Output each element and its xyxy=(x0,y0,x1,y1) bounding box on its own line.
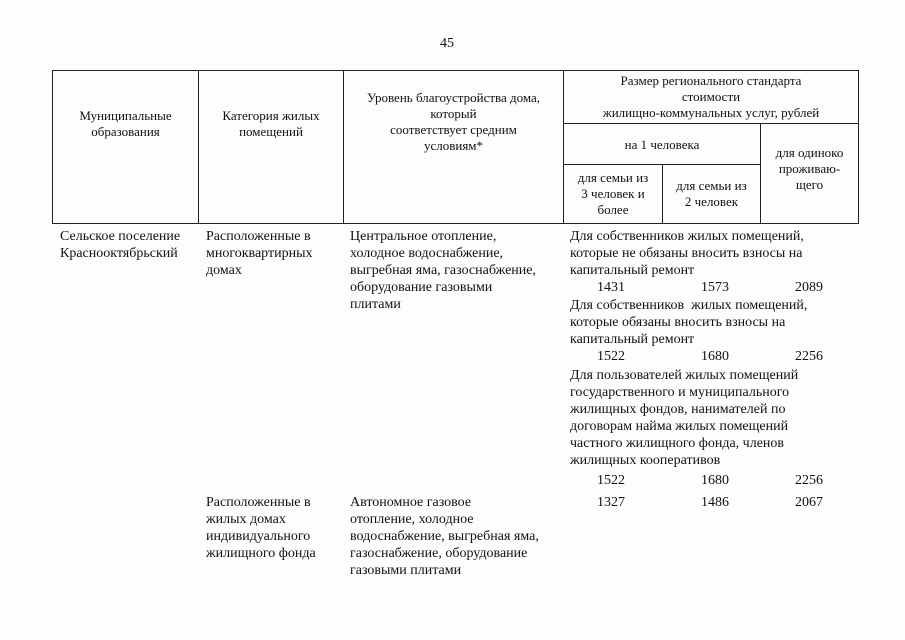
row2-category: Расположенные в жилых домах индивидуального жилищного фонда xyxy=(206,495,316,561)
group1-value-family2: 1573 xyxy=(701,280,729,295)
header-single: для одиноко проживаю- щего xyxy=(775,145,844,192)
table-top-border xyxy=(52,70,859,71)
header-bottom-border xyxy=(52,223,859,224)
header-level: Уровень благоустройства дома, который соответствует средним условиям* xyxy=(366,90,541,153)
page-number: 45 xyxy=(440,36,454,51)
group3-label: Для пользователей жилых помещений государственного и муниципального жилищных фондов, нанимателей по договорам найма жилых помещений частного жилищного фонда, членов жилищных кооперативов xyxy=(570,368,799,468)
header-standard: Размер регионального стандарта стоимости жилищно-коммунальных услуг, рублей xyxy=(602,73,820,120)
standard-subheader-line xyxy=(563,123,859,124)
header-category: Категория жилых помещений xyxy=(222,108,320,139)
group2-label: Для собственников жилых помещений, которые обязаны вносить взносы на капитальный ремонт xyxy=(570,298,808,347)
row2-value-family3: 1327 xyxy=(597,495,625,510)
group3-value-family2: 1680 xyxy=(701,473,729,488)
municipality-name: Сельское поселение Краснооктябрьский xyxy=(60,229,181,261)
group2-value-single: 2256 xyxy=(795,349,823,364)
row1-category: Расположенные в многоквартирных домах xyxy=(206,229,313,278)
row2-value-single: 2067 xyxy=(795,495,823,510)
row2-value-family2: 1486 xyxy=(701,495,729,510)
group3-value-family3: 1522 xyxy=(597,473,625,488)
header-per-person: на 1 человека xyxy=(624,137,700,152)
row1-level: Центральное отопление, холодное водоснабжение, выгребная яма, газоснабжение, оборудование газовыми плитами xyxy=(350,229,537,312)
header-family2: для семьи из 2 человек xyxy=(676,178,747,209)
group2-value-family3: 1522 xyxy=(597,349,625,364)
table-left-border xyxy=(52,70,53,224)
col-divider-1 xyxy=(198,70,199,224)
header-family3: для семьи из 3 человек и более xyxy=(577,170,649,217)
group3-value-single: 2256 xyxy=(795,473,823,488)
group1-value-family3: 1431 xyxy=(597,280,625,295)
group1-label: Для собственников жилых помещений, которые не обязаны вносить взносы на капитальный ремонт xyxy=(570,229,804,278)
group2-value-family2: 1680 xyxy=(701,349,729,364)
table-right-border xyxy=(858,70,859,224)
header-municipality: Муниципальные образования xyxy=(79,108,172,139)
row2-level: Автономное газовое отопление, холодное водоснабжение, выгребная яма, газоснабжение, оборудование газовыми плитами xyxy=(350,495,539,578)
group1-value-single: 2089 xyxy=(795,280,823,295)
